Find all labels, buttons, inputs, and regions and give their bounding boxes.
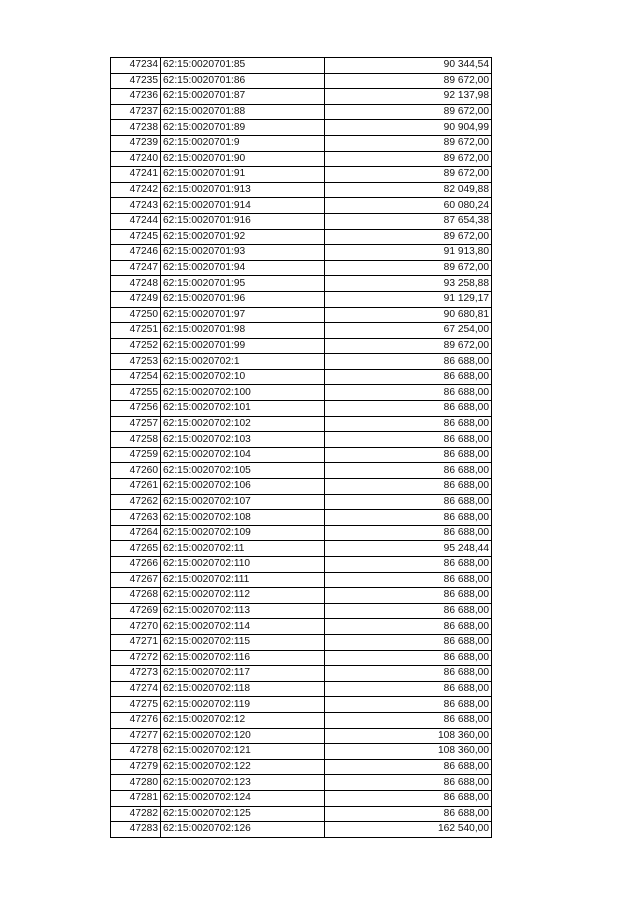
- cadastral-number-cell: 62:15:0020702:105: [161, 463, 325, 479]
- table-row: [111, 416, 492, 432]
- cadastral-number-cell: 62:15:0020702:125: [161, 806, 325, 822]
- value-cell: 86 688,00: [325, 557, 492, 573]
- value-cell: 86 688,00: [325, 790, 492, 806]
- row-id-cell: 47240: [111, 151, 161, 167]
- cadastral-number-cell: 62:15:0020702:103: [161, 432, 325, 448]
- cadastral-number-cell: 62:15:0020701:99: [161, 338, 325, 354]
- value-cell: 90 680,81: [325, 307, 492, 323]
- value-cell: 89 672,00: [325, 260, 492, 276]
- cadastral-number-cell: 62:15:0020701:92: [161, 229, 325, 245]
- cadastral-number-cell: 62:15:0020701:97: [161, 307, 325, 323]
- cadastral-number-cell: 62:15:0020701:86: [161, 73, 325, 89]
- value-cell: 86 688,00: [325, 525, 492, 541]
- value-cell: 86 688,00: [325, 369, 492, 385]
- row-id-cell: 47282: [111, 806, 161, 822]
- value-cell: 93 258,88: [325, 276, 492, 292]
- value-cell: 91 913,80: [325, 245, 492, 261]
- row-id-cell: 47264: [111, 525, 161, 541]
- cadastral-number-cell: 62:15:0020702:124: [161, 790, 325, 806]
- value-cell: 89 672,00: [325, 338, 492, 354]
- table-row: [111, 479, 492, 495]
- table-row: [111, 728, 492, 744]
- cadastral-number-cell: 62:15:0020702:107: [161, 494, 325, 510]
- cadastral-number-cell: 62:15:0020702:1: [161, 354, 325, 370]
- cadastral-number-cell: 62:15:0020702:119: [161, 697, 325, 713]
- row-id-cell: 47271: [111, 634, 161, 650]
- row-id-cell: 47259: [111, 447, 161, 463]
- row-id-cell: 47250: [111, 307, 161, 323]
- cadastral-number-cell: 62:15:0020701:90: [161, 151, 325, 167]
- table-row: [111, 666, 492, 682]
- table-row: [111, 323, 492, 339]
- value-cell: 86 688,00: [325, 432, 492, 448]
- cadastral-number-cell: 62:15:0020701:94: [161, 260, 325, 276]
- row-id-cell: 47281: [111, 790, 161, 806]
- value-cell: 95 248,44: [325, 541, 492, 557]
- value-cell: 108 360,00: [325, 728, 492, 744]
- row-id-cell: 47248: [111, 276, 161, 292]
- cadastral-number-cell: 62:15:0020702:104: [161, 447, 325, 463]
- cadastral-number-cell: 62:15:0020702:118: [161, 681, 325, 697]
- value-cell: 86 688,00: [325, 401, 492, 417]
- value-cell: 86 688,00: [325, 634, 492, 650]
- row-id-cell: 47261: [111, 479, 161, 495]
- table-row: [111, 369, 492, 385]
- row-id-cell: 47280: [111, 775, 161, 791]
- table-row: [111, 182, 492, 198]
- cadastral-number-cell: 62:15:0020702:11: [161, 541, 325, 557]
- row-id-cell: 47253: [111, 354, 161, 370]
- table-row: [111, 213, 492, 229]
- table-row: [111, 58, 492, 74]
- table-row: [111, 229, 492, 245]
- value-cell: 82 049,88: [325, 182, 492, 198]
- row-id-cell: 47239: [111, 135, 161, 151]
- row-id-cell: 47249: [111, 291, 161, 307]
- row-id-cell: 47236: [111, 89, 161, 105]
- value-cell: 86 688,00: [325, 572, 492, 588]
- row-id-cell: 47276: [111, 712, 161, 728]
- table-row: [111, 338, 492, 354]
- table-row: [111, 525, 492, 541]
- table-row: [111, 822, 492, 838]
- row-id-cell: 47252: [111, 338, 161, 354]
- value-cell: 91 129,17: [325, 291, 492, 307]
- row-id-cell: 47278: [111, 744, 161, 760]
- cadastral-number-cell: 62:15:0020702:112: [161, 588, 325, 604]
- value-cell: 90 904,99: [325, 120, 492, 136]
- cadastral-number-cell: 62:15:0020702:108: [161, 510, 325, 526]
- cadastral-number-cell: 62:15:0020701:98: [161, 323, 325, 339]
- cadastral-number-cell: 62:15:0020702:110: [161, 557, 325, 573]
- value-cell: 92 137,98: [325, 89, 492, 105]
- row-id-cell: 47254: [111, 369, 161, 385]
- cadastral-number-cell: 62:15:0020702:123: [161, 775, 325, 791]
- value-cell: 89 672,00: [325, 229, 492, 245]
- table-row: [111, 806, 492, 822]
- value-cell: 86 688,00: [325, 650, 492, 666]
- value-cell: 86 688,00: [325, 447, 492, 463]
- table-row: [111, 447, 492, 463]
- row-id-cell: 47283: [111, 822, 161, 838]
- value-cell: 108 360,00: [325, 744, 492, 760]
- value-cell: 86 688,00: [325, 806, 492, 822]
- row-id-cell: 47237: [111, 104, 161, 120]
- table-row: [111, 432, 492, 448]
- table-row: [111, 260, 492, 276]
- cadastral-number-cell: 62:15:0020702:111: [161, 572, 325, 588]
- table-row: [111, 744, 492, 760]
- value-cell: 60 080,24: [325, 198, 492, 214]
- row-id-cell: 47266: [111, 557, 161, 573]
- cadastral-number-cell: 62:15:0020702:120: [161, 728, 325, 744]
- cadastral-number-cell: 62:15:0020702:109: [161, 525, 325, 541]
- row-id-cell: 47275: [111, 697, 161, 713]
- row-id-cell: 47268: [111, 588, 161, 604]
- value-cell: 89 672,00: [325, 151, 492, 167]
- cadastral-number-cell: 62:15:0020702:101: [161, 401, 325, 417]
- cadastral-number-cell: 62:15:0020702:10: [161, 369, 325, 385]
- row-id-cell: 47279: [111, 759, 161, 775]
- row-id-cell: 47251: [111, 323, 161, 339]
- row-id-cell: 47244: [111, 213, 161, 229]
- cadastral-number-cell: 62:15:0020702:100: [161, 385, 325, 401]
- table-row: [111, 89, 492, 105]
- cadastral-number-cell: 62:15:0020701:914: [161, 198, 325, 214]
- value-cell: 87 654,38: [325, 213, 492, 229]
- row-id-cell: 47241: [111, 167, 161, 183]
- table-row: [111, 104, 492, 120]
- row-id-cell: 47245: [111, 229, 161, 245]
- row-id-cell: 47242: [111, 182, 161, 198]
- value-cell: 90 344,54: [325, 58, 492, 74]
- row-id-cell: 47267: [111, 572, 161, 588]
- cadastral-number-cell: 62:15:0020702:12: [161, 712, 325, 728]
- cadastral-number-cell: 62:15:0020702:102: [161, 416, 325, 432]
- value-cell: 86 688,00: [325, 666, 492, 682]
- row-id-cell: 47235: [111, 73, 161, 89]
- cadastral-number-cell: 62:15:0020702:114: [161, 619, 325, 635]
- cadastral-number-cell: 62:15:0020701:85: [161, 58, 325, 74]
- row-id-cell: 47255: [111, 385, 161, 401]
- cadastral-number-cell: 62:15:0020702:121: [161, 744, 325, 760]
- table-row: [111, 681, 492, 697]
- row-id-cell: 47273: [111, 666, 161, 682]
- cadastral-number-cell: 62:15:0020701:913: [161, 182, 325, 198]
- cadastral-number-cell: 62:15:0020702:122: [161, 759, 325, 775]
- table-body: [111, 58, 492, 838]
- row-id-cell: 47246: [111, 245, 161, 261]
- cadastral-number-cell: 62:15:0020701:88: [161, 104, 325, 120]
- table-row: [111, 510, 492, 526]
- row-id-cell: 47277: [111, 728, 161, 744]
- value-cell: 86 688,00: [325, 463, 492, 479]
- cadastral-number-cell: 62:15:0020702:106: [161, 479, 325, 495]
- value-cell: 89 672,00: [325, 167, 492, 183]
- cadastral-number-cell: 62:15:0020701:96: [161, 291, 325, 307]
- table-row: [111, 73, 492, 89]
- row-id-cell: 47263: [111, 510, 161, 526]
- row-id-cell: 47269: [111, 603, 161, 619]
- value-cell: 86 688,00: [325, 712, 492, 728]
- table-row: [111, 167, 492, 183]
- cadastral-number-cell: 62:15:0020701:9: [161, 135, 325, 151]
- cadastral-number-cell: 62:15:0020702:113: [161, 603, 325, 619]
- table-row: [111, 463, 492, 479]
- value-cell: 162 540,00: [325, 822, 492, 838]
- value-cell: 89 672,00: [325, 104, 492, 120]
- row-id-cell: 47270: [111, 619, 161, 635]
- value-cell: 89 672,00: [325, 135, 492, 151]
- cadastral-number-cell: 62:15:0020702:117: [161, 666, 325, 682]
- cadastral-number-cell: 62:15:0020701:87: [161, 89, 325, 105]
- table-row: [111, 619, 492, 635]
- cadastral-number-cell: 62:15:0020701:95: [161, 276, 325, 292]
- table-row: [111, 650, 492, 666]
- table-row: [111, 712, 492, 728]
- table-row: [111, 198, 492, 214]
- cadastral-number-cell: 62:15:0020702:116: [161, 650, 325, 666]
- table-row: [111, 759, 492, 775]
- table-row: [111, 697, 492, 713]
- table-row: [111, 401, 492, 417]
- cadastral-number-cell: 62:15:0020701:91: [161, 167, 325, 183]
- row-id-cell: 47243: [111, 198, 161, 214]
- value-cell: 86 688,00: [325, 775, 492, 791]
- value-cell: 86 688,00: [325, 759, 492, 775]
- value-cell: 86 688,00: [325, 510, 492, 526]
- table-row: [111, 245, 492, 261]
- cadastral-value-table: [110, 57, 492, 838]
- value-cell: 86 688,00: [325, 494, 492, 510]
- value-cell: 86 688,00: [325, 479, 492, 495]
- value-cell: 86 688,00: [325, 697, 492, 713]
- value-cell: 86 688,00: [325, 385, 492, 401]
- table-row: [111, 135, 492, 151]
- table-row: [111, 151, 492, 167]
- table-row: [111, 588, 492, 604]
- value-cell: 86 688,00: [325, 681, 492, 697]
- table-row: [111, 557, 492, 573]
- table-row: [111, 354, 492, 370]
- table-row: [111, 120, 492, 136]
- cadastral-number-cell: 62:15:0020702:115: [161, 634, 325, 650]
- table-row: [111, 790, 492, 806]
- cadastral-number-cell: 62:15:0020701:89: [161, 120, 325, 136]
- table-row: [111, 775, 492, 791]
- table-row: [111, 307, 492, 323]
- value-cell: 86 688,00: [325, 588, 492, 604]
- table-row: [111, 291, 492, 307]
- row-id-cell: 47256: [111, 401, 161, 417]
- cadastral-number-cell: 62:15:0020701:916: [161, 213, 325, 229]
- row-id-cell: 47272: [111, 650, 161, 666]
- row-id-cell: 47238: [111, 120, 161, 136]
- table-row: [111, 494, 492, 510]
- row-id-cell: 47260: [111, 463, 161, 479]
- row-id-cell: 47234: [111, 58, 161, 74]
- row-id-cell: 47265: [111, 541, 161, 557]
- value-cell: 89 672,00: [325, 73, 492, 89]
- value-cell: 86 688,00: [325, 354, 492, 370]
- value-cell: 86 688,00: [325, 603, 492, 619]
- row-id-cell: 47262: [111, 494, 161, 510]
- row-id-cell: 47258: [111, 432, 161, 448]
- table-row: [111, 603, 492, 619]
- value-cell: 86 688,00: [325, 619, 492, 635]
- cadastral-number-cell: 62:15:0020702:126: [161, 822, 325, 838]
- value-cell: 86 688,00: [325, 416, 492, 432]
- table-row: [111, 276, 492, 292]
- value-cell: 67 254,00: [325, 323, 492, 339]
- table-row: [111, 385, 492, 401]
- row-id-cell: 47247: [111, 260, 161, 276]
- table-row: [111, 541, 492, 557]
- table-row: [111, 572, 492, 588]
- row-id-cell: 47274: [111, 681, 161, 697]
- cadastral-number-cell: 62:15:0020701:93: [161, 245, 325, 261]
- table-row: [111, 634, 492, 650]
- row-id-cell: 47257: [111, 416, 161, 432]
